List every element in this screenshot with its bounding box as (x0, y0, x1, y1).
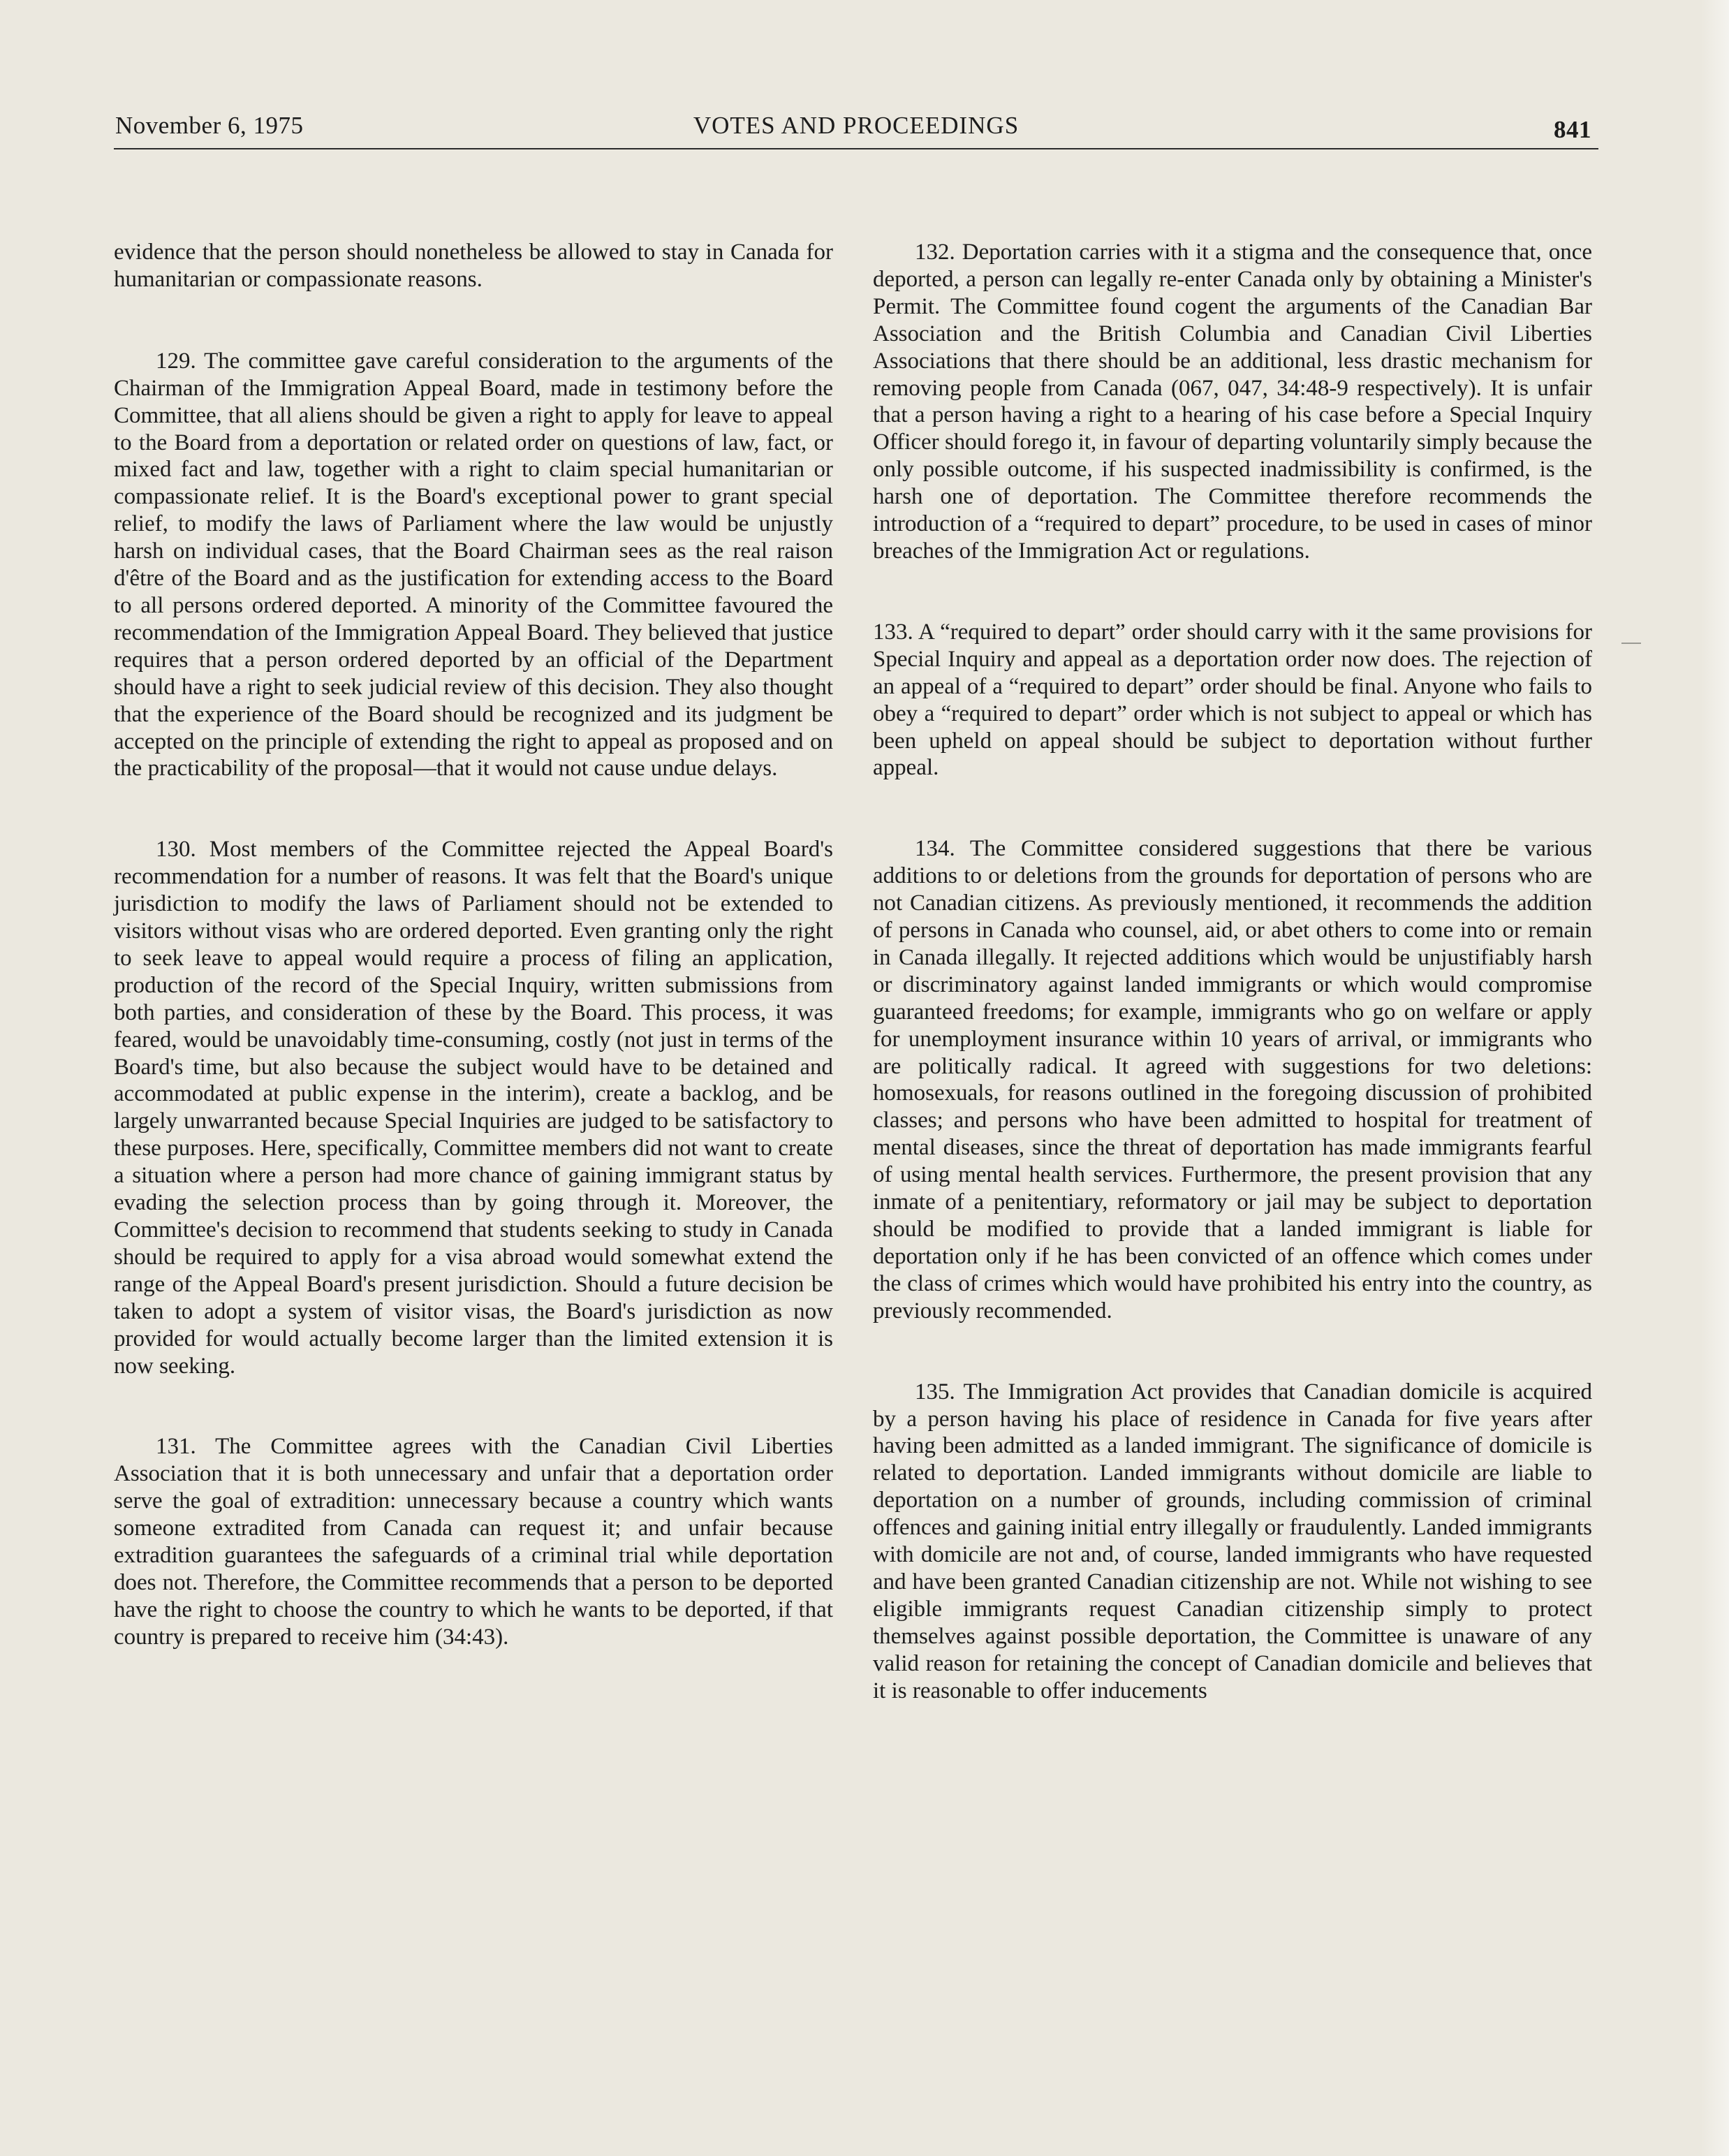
header-rule (114, 148, 1598, 149)
page-number: 841 (1554, 116, 1591, 143)
margin-mark (1621, 643, 1641, 644)
header-title: VOTES AND PROCEEDINGS (693, 112, 1020, 139)
right-column (873, 239, 1592, 1759)
paragraph-131 (114, 1433, 833, 1650)
paragraph-129-text: 129. The committee gave careful consideration to the arguments of the Chairman of the Immigration Appeal Board, made in testimony before the Committee, that all aliens should be given a right to apply for leave to appeal to the Board from a deportation or related order on questions of law, fact, or mixed fact and law, together with a right to claim special humanitarian or compassionate relief. It is the Board's exceptional power to grant special relief, to modify the laws of Parliament where the law would be unjustly harsh on individual cases, that the Board Chairman sees as the real raison d'être of the Board and as the justification for extending access to the Board to all persons ordered deported. A minority of the Committee favoured the recommendation of the Immigration Appeal Board. They believed that justice requires that a person ordered deported by an official of the Department should have a right to seek judicial review of this decision. They also thought that the experience of the Board should be recognized and its judgment be accepted on the principle of extending the right to appeal as proposed and on the practicability of the proposal—that it would not cause undue delays. (114, 348, 833, 782)
paragraph-132-text: 132. Deportation carries with it a stigma and the consequence that, once deported, a person can legally re-enter Canada only by obtaining a Minister's Permit. The Committee found cogent the arguments of the Canadian Bar Association and the British Columbia and Canadian Civil Liberties Associations that there should be an additional, less drastic mechanism for removing people from Canada (067, 047, 34:48-9 respectively). It is unfair that a person having a right to a hearing of his case before a Special Inquiry Officer should forego it, in favour of departing voluntarily simply because the only possible outcome, if his suspected inadmissibility is confirmed, is the harsh one of deportation. The Committee therefore recommends the introduction of a “required to depart” procedure, to be used in cases of minor breaches of the Immigration Act or regulations. (873, 240, 1592, 564)
paragraph-134 (873, 835, 1592, 1324)
paragraph-131-text: 131. The Committee agrees with the Canadian Civil Liberties Association that it is both unnecessary and unfair that a deportation order serve the goal of extradition: unnecessary because a country which wants someone extradited from Canada can request it; and unfair because extradition guarantees the safeguards of a criminal trial while deportation does not. Therefore, the Committee recommends that a person to be deported have the right to choose the country to which he wants to be deported, if that country is prepared to receive him (34:43). (114, 1434, 833, 1650)
running-header (114, 112, 1598, 147)
paragraph-133-text: 133. A “required to depart” order should carry with it the same provisions for Special Inquiry and appeal as a deportation order now does. The rejection of an appeal of a “required to depart” order should be final. Anyone who fails to obey a “required to depart” order which is not subject to appeal or which has been upheld on appeal should be subject to deportation without further appeal. (873, 619, 1592, 781)
left-column (114, 239, 833, 1705)
paragraph-129 (114, 348, 833, 783)
page-edge (1701, 0, 1729, 2156)
paragraph-135 (873, 1379, 1592, 1705)
header-date: November 6, 1975 (115, 112, 304, 139)
paragraph-130-text: 130. Most members of the Committee rejected the Appeal Board's recommendation for a number of reasons. It was felt that the Board's unique jurisdiction to modify the laws of Parliament should not be extended to visitors without visas who are ordered deported. Even granting only the right to seek leave to appeal would require a process of filing an application, production of the record of the Special Inquiry, written submissions from both parties, and consideration of these by the Board. This process, it was feared, would be unavoidably time-consuming, costly (not just in terms of the Board's time, but also because the subject would have to be detained and accommodated at public expense in the interim), create a backlog, and be largely unwarranted because Special Inquiries are judged to be satisfactory to these purposes. Here, specifically, Committee members did not want to create a situation where a person had more chance of gaining immigrant status by evading the selection process than by going through it. Moreover, the Committee's decision to recommend that students seeking to study in Canada should be required to apply for a visa abroad would somewhat extend the range of the Appeal Board's present jurisdiction. Should a future decision be taken to adopt a system of visitor visas, the Board's jurisdiction as now provided for would actually become larger than the limited extension it is now seeking. (114, 837, 833, 1379)
paragraph-continued: evidence that the person should nonetheless be allowed to stay in Canada for humanitarian or compassionate reasons. (114, 240, 833, 292)
paragraph-133 (873, 619, 1592, 782)
paragraph-130 (114, 836, 833, 1379)
paragraph-132 (873, 239, 1592, 565)
paragraph-135-text: 135. The Immigration Act provides that Canadian domicile is acquired by a person having his place of residence in Canada for five years after having been admitted as a landed immigrant. The significance of domicile is related to deportation. Landed immigrants without domicile are liable to deportation on a number of grounds, including commission of criminal offences and gaining initial entry illegally or fraudulently. Landed immigrants with domicile are not and, of course, landed immigrants who have requested and have been granted Canadian citizenship are not. While not wishing to see eligible immigrants request Canadian citizenship simply to protect themselves against possible deportation, the Committee is unaware of any valid reason for retaining the concept of Canadian domicile and believes that it is reasonable to offer inducements (873, 1379, 1592, 1703)
paragraph-134-text: 134. The Committee considered suggestions that there be various additions to or deletions from the grounds for deportation of persons who are not Canadian citizens. As previously mentioned, it recommends the addition of persons in Canada who counsel, aid, or abet others to come into or remain in Canada illegally. It rejected additions which would be unjustifiably harsh or discriminatory against landed immigrants or which would compromise guaranteed freedoms; for example, immigrants who go on welfare or apply for unemployment insurance within 10 years of arrival, or immigrants who are politically radical. It agreed with suggestions for two deletions: homosexuals, for reasons outlined in the foregoing discussion of prohibited classes; and persons who have been admitted to hospital for treatment of mental diseases, since the threat of deportation has made immigrants fearful of using mental health services. Furthermore, the present provision that any inmate of a penitentiary, reformatory or jail may be subject to deportation should be modified to provide that a landed immigrant is liable for deportation only if he has been convicted of an offence which comes under the class of crimes which would have prohibited his entry into the country, as previously recommended. (873, 836, 1592, 1323)
